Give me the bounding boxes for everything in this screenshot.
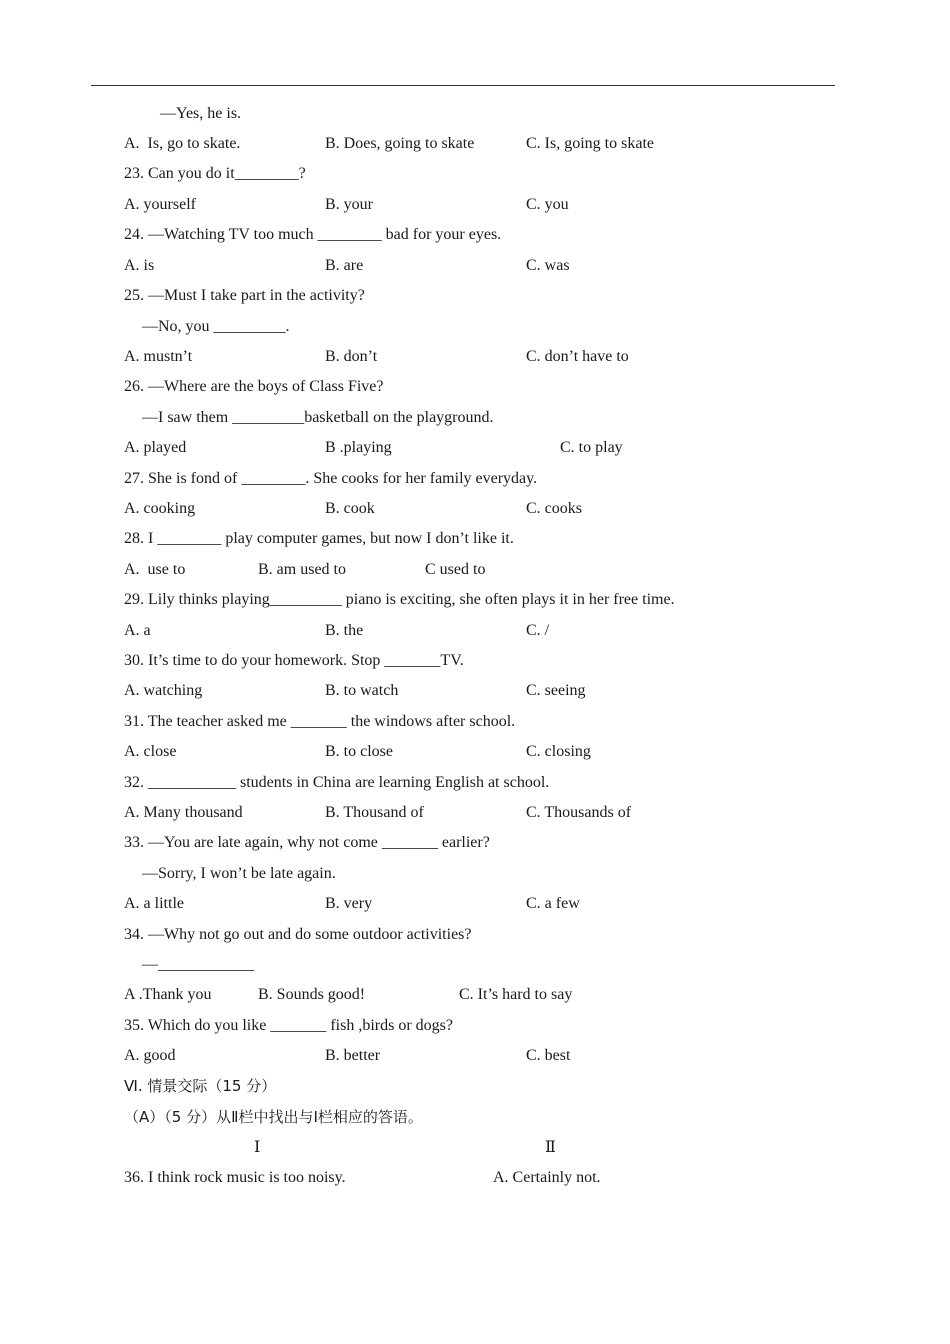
section6-title: Ⅵ. 情景交际（15 分） xyxy=(124,1077,277,1095)
q28-option-c: C used to xyxy=(425,561,486,578)
q27-option-a: A. cooking xyxy=(124,500,196,517)
q23-text: 23. Can you do it________? xyxy=(124,165,306,182)
q35-option-c: C. best xyxy=(526,1047,571,1064)
q29-option-a: A. a xyxy=(124,622,151,639)
header-rule xyxy=(91,85,835,86)
q30-text: 30. It’s time to do your homework. Stop _______TV. xyxy=(124,652,464,669)
q36-answer-a: A. Certainly not. xyxy=(493,1169,601,1186)
q24-option-a: A. is xyxy=(124,257,155,274)
section6-instruction: （A）（5 分）从Ⅱ栏中找出与Ⅰ栏相应的答语。 xyxy=(124,1108,423,1126)
q34-option-a: A .Thank you xyxy=(124,986,212,1003)
q31-option-a: A. close xyxy=(124,743,177,760)
q25-option-b: B. don’t xyxy=(325,348,378,365)
q33-option-c: C. a few xyxy=(526,895,580,912)
q26-text: 26. —Where are the boys of Class Five? xyxy=(124,378,384,395)
column-2-heading: Ⅱ xyxy=(545,1139,556,1156)
q27-option-c: C. cooks xyxy=(526,500,582,517)
q34-option-b: B. Sounds good! xyxy=(258,986,366,1003)
q32-text: 32. ___________ students in China are learning English at school. xyxy=(124,774,550,791)
q36-text: 36. I think rock music is too noisy. xyxy=(124,1169,346,1186)
q31-option-b: B. to close xyxy=(325,743,393,760)
q26-option-b: B .playing xyxy=(325,439,392,456)
q22-option-a: A. Is, go to skate. xyxy=(124,135,241,152)
q28-option-a: A. use to xyxy=(124,561,186,578)
q22-option-c: C. Is, going to skate xyxy=(526,135,654,152)
q25-option-c: C. don’t have to xyxy=(526,348,629,365)
q24-text: 24. —Watching TV too much ________ bad for your eyes. xyxy=(124,226,502,243)
q28-option-b: B. am used to xyxy=(258,561,346,578)
q32-option-c: C. Thousands of xyxy=(526,804,632,821)
q25-option-a: A. mustn’t xyxy=(124,348,193,365)
q23-option-b: B. your xyxy=(325,196,373,213)
q24-option-c: C. was xyxy=(526,257,570,274)
q33-text: 33. —You are late again, why not come _______ earlier? xyxy=(124,834,490,851)
q34-text: 34. —Why not go out and do some outdoor activities? xyxy=(124,926,472,943)
q30-option-b: B. to watch xyxy=(325,682,399,699)
q28-text: 28. I ________ play computer games, but now I don’t like it. xyxy=(124,530,514,547)
q34-answer: —____________ xyxy=(142,956,254,973)
q33-answer: —Sorry, I won’t be late again. xyxy=(142,865,336,882)
q32-option-b: B. Thousand of xyxy=(325,804,424,821)
q34-option-c: C. It’s hard to say xyxy=(459,986,573,1003)
q31-text: 31. The teacher asked me _______ the windows after school. xyxy=(124,713,516,730)
q23-option-a: A. yourself xyxy=(124,196,196,213)
q24-option-b: B. are xyxy=(325,257,364,274)
q23-option-c: C. you xyxy=(526,196,569,213)
q30-option-a: A. watching xyxy=(124,682,203,699)
q22-answer: —Yes, he is. xyxy=(160,105,242,122)
q25-answer: —No, you _________. xyxy=(142,318,290,335)
q29-text: 29. Lily thinks playing_________ piano is exciting, she often plays it in her free time. xyxy=(124,591,675,608)
q29-option-b: B. the xyxy=(325,622,364,639)
q35-text: 35. Which do you like _______ fish ,birds or dogs? xyxy=(124,1017,454,1034)
q32-option-a: A. Many thousand xyxy=(124,804,243,821)
q25-text: 25. —Must I take part in the activity? xyxy=(124,287,365,304)
q26-answer: —I saw them _________basketball on the playground. xyxy=(142,409,494,426)
q30-option-c: C. seeing xyxy=(526,682,586,699)
q27-text: 27. She is fond of ________. She cooks for her family everyday. xyxy=(124,470,538,487)
q33-option-a: A. a little xyxy=(124,895,184,912)
q35-option-a: A. good xyxy=(124,1047,176,1064)
q27-option-b: B. cook xyxy=(325,500,375,517)
q29-option-c: C. / xyxy=(526,622,550,639)
q31-option-c: C. closing xyxy=(526,743,591,760)
q26-option-c: C. to play xyxy=(560,439,623,456)
q33-option-b: B. very xyxy=(325,895,373,912)
q35-option-b: B. better xyxy=(325,1047,381,1064)
column-1-heading: Ⅰ xyxy=(254,1139,261,1156)
q26-option-a: A. played xyxy=(124,439,187,456)
q22-option-b: B. Does, going to skate xyxy=(325,135,475,152)
